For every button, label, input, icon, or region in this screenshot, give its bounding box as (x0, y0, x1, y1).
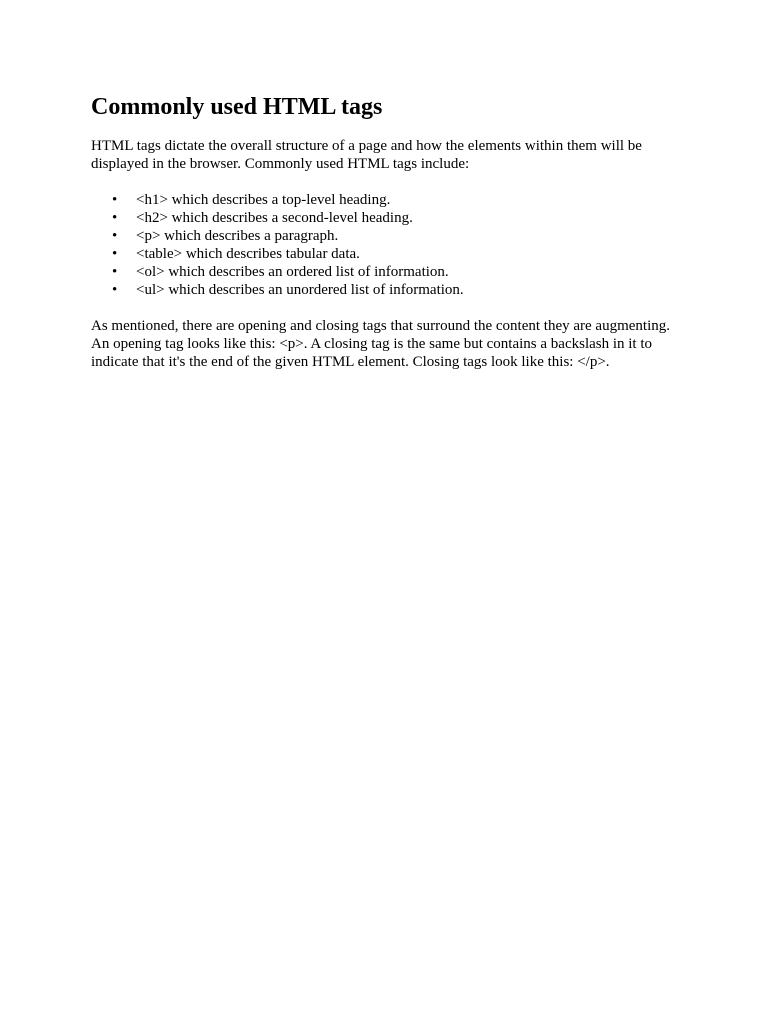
bullet-icon: • (112, 192, 118, 208)
list-item (91, 245, 683, 263)
closing-paragraph: As mentioned, there are opening and closing tags that surround the content they are augmenting. An opening tag looks like this: <p>. A closing tag is the same but contains a backslash in it to indicate that it's the end of the given HTML element. Closing tags look like this: </p>. (91, 318, 671, 370)
document-page (91, 91, 683, 371)
bullet-icon: • (112, 264, 118, 280)
intro-paragraph: HTML tags dictate the overall structure of a page and how the elements within them will be displayed in the browser. Commonly used HTML tags include: (91, 138, 642, 172)
bullet-icon: • (112, 210, 118, 226)
bullet-icon: • (112, 246, 118, 262)
list-item-text: <h2> which describes a second-level heading. (136, 210, 413, 226)
bullet-icon: • (112, 282, 118, 298)
list-item-text: <ul> which describes an unordered list of information. (136, 282, 464, 298)
list-item (91, 191, 683, 209)
list-item-text: <p> which describes a paragraph. (136, 228, 339, 244)
page-title: Commonly used HTML tags (91, 94, 383, 120)
bullet-icon: • (112, 228, 118, 244)
list-item (91, 227, 683, 245)
list-item (91, 281, 683, 299)
list-item (91, 209, 683, 227)
list-item (91, 263, 683, 281)
list-item-text: <table> which describes tabular data. (136, 246, 360, 262)
list-item-text: <h1> which describes a top-level heading. (136, 192, 391, 208)
list-item-text: <ol> which describes an ordered list of information. (136, 264, 449, 280)
tag-list (91, 191, 683, 299)
